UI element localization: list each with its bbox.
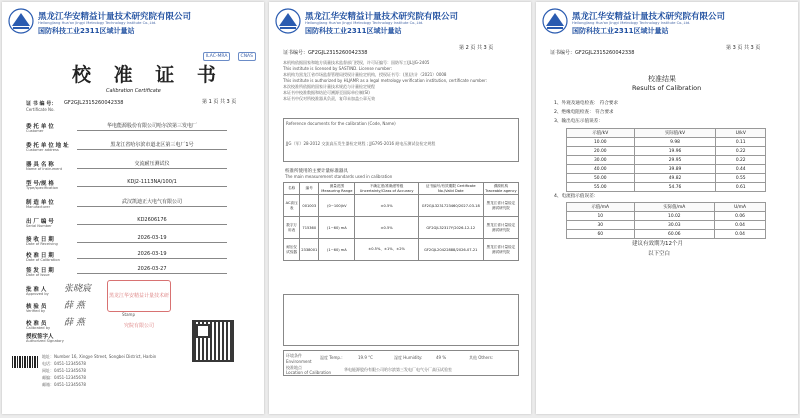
basis-header: Reference documents for the calibration (Code, Name) [286, 121, 396, 126]
institute-name: 黑龙江华安精益计量技术研究院有限公司 [572, 12, 726, 22]
official-stamp: 黑龙江华安精益计量技术研究院有限公司 [107, 280, 171, 312]
standards-table [283, 182, 519, 261]
accreditation-badges [201, 42, 256, 61]
institute-subtitle: 国防科技工业2311区域计量站 [572, 27, 669, 35]
field-value-calibration-date: 2026-03-19 [77, 251, 227, 259]
table-header: 实际值/mA [634, 203, 715, 212]
table-cell: 55.00 [567, 183, 635, 192]
table-cell: 30.03 [634, 221, 715, 230]
table-cell: 0.04 [715, 221, 766, 230]
table-row [567, 147, 766, 156]
statement-line: 本次校准所依据的国家计量技术规范与计量检定规程 [283, 84, 375, 89]
table-cell: 001003 [300, 195, 319, 217]
footer-line: 邮编：0451-12345678 [42, 375, 86, 380]
statement-line: 本机构依据国家和地方质量技术监督部门授权，许可证编号：国防军工(JL)JG-2405 [283, 60, 430, 65]
table-cell: 30 [567, 221, 635, 230]
table-cell: GF2GJL32317Y/2026-12-12 [418, 217, 483, 239]
field-label-en: Date of Receiving [26, 242, 58, 246]
table-cell: 黑龙江省计量检定测试研究院 [483, 239, 518, 261]
table-cell: 0.44 [716, 165, 766, 174]
institute-header [542, 8, 792, 38]
table-cell: 40.00 [567, 165, 635, 174]
cert-no-value: GF2GJL2315260042338 [64, 100, 124, 106]
footer-line: 地址：Number 16, Xingye Street, Songbei District, Harbin [42, 354, 157, 359]
field-label: 器 具 名 称 [26, 162, 54, 168]
table-cell: 60 [567, 230, 635, 239]
table-header-row [567, 203, 766, 212]
field-label: 型 号/规 格 [26, 181, 54, 187]
page-number: 第 2 页 共 3 页 [459, 45, 494, 51]
table-cell: 10 [567, 212, 635, 221]
table-cell: 0.22 [716, 147, 766, 156]
page-number: 第 3 页 共 3 页 [726, 45, 761, 51]
footer-line: 网址：0451-12345678 [42, 368, 86, 373]
table-cell: 10.02 [634, 212, 715, 221]
standards-title-en: The main measurement standards used in calibration [285, 174, 393, 179]
table-row [284, 217, 519, 239]
table-cell: 数字万用表 [284, 217, 300, 239]
field-label: 接 收 日 期 [26, 237, 54, 243]
table-header: 示值/mA [567, 203, 635, 212]
authorized-signatory-label-en: Authorized Signatory [26, 339, 64, 343]
field-label-en: Name of instrument [26, 167, 63, 171]
table-row [567, 156, 766, 165]
qr-code-icon [192, 320, 234, 362]
humidity-label: 湿度 Humidity: [394, 355, 423, 360]
statement-line: 本机构为黑龙江省市场监督管理局授权计量检定机构，授权证书号：(黑)法计（2021）0008 [283, 72, 447, 77]
certificate-page-1 [2, 2, 264, 414]
calibrator-label-en: Calibrated by [26, 326, 51, 330]
temperature-value: 19.9 °C [358, 355, 373, 360]
field-label-en: Date of Issue [26, 273, 50, 277]
results-title: 校准结果 [648, 75, 676, 83]
field-label: 签 发 日 期 [26, 268, 54, 274]
stamp-label: Stamp [122, 312, 135, 317]
table-cell: 20.00 [567, 147, 635, 156]
result-item: 4、电流指示值误差： [554, 194, 599, 199]
location-label-en: Location of Calibration [286, 370, 332, 375]
table-cell: 2338001 [300, 239, 319, 261]
field-value-instrument: 交流耐压测试仪 [77, 160, 227, 169]
result-item: 1、外观及通电检查： 符合要求 [554, 101, 619, 106]
table-cell: ±0.5% [355, 217, 418, 239]
statement-line: This institute is authorized by HLJAMR as a legal metrology verification institution, certificate number: [283, 78, 488, 83]
field-label-en: Serial Number [26, 224, 52, 228]
institute-logo-icon [275, 8, 301, 34]
footer-line: 邮箱：0451-12345678 [42, 382, 86, 387]
cert-no-label: 证 书 编 号： [26, 101, 57, 107]
table-cell: (0~100)kV [319, 195, 355, 217]
institute-name: 黑龙江华安精益计量技术研究院有限公司 [38, 12, 192, 22]
table-header: 测量范围 Measuring Range [319, 183, 355, 195]
table-cell: ±0.5% [355, 195, 418, 217]
environment-box [283, 350, 519, 376]
current-table [566, 202, 766, 239]
field-label-en: Customer [26, 129, 44, 133]
table-cell: 0.55 [716, 174, 766, 183]
blank-below-note: 以下空白 [648, 251, 671, 257]
field-value-type: KDJ2-1113NA/100/1 [77, 179, 227, 187]
table-cell: 10.00 [567, 138, 635, 147]
table-row [567, 138, 766, 147]
others-label: 其他 Others: [469, 355, 494, 360]
institute-header [275, 8, 525, 38]
institute-name: 黑龙江华安精益计量技术研究院有限公司 [305, 12, 459, 22]
ilac-badge: ILAC-MRA [203, 52, 231, 61]
institute-subtitle: 国防科技工业2311区域计量站 [38, 27, 135, 35]
institute-name-en: Heilongjiang Hua'an Jingyi Metrology Technology Institute Co.,Ltd. [305, 21, 424, 25]
approver-label-en: Approved by [26, 292, 49, 296]
table-header: U/mA [715, 203, 766, 212]
table-cell: GF2GJL3231723460/2027-03-18 [418, 195, 483, 217]
table-cell: 19.96 [634, 147, 716, 156]
table-cell: 0.06 [715, 212, 766, 221]
humidity-value: 49 % [436, 355, 447, 360]
certificate-page-3 [536, 2, 798, 414]
certificate-title-en: Calibration Certificate [106, 88, 161, 94]
table-cell: ±0.5%、±1%、±2% [355, 239, 418, 261]
verifier-signature: 薛 燕 [64, 301, 85, 311]
table-row [567, 174, 766, 183]
table-row [567, 165, 766, 174]
result-item: 2、绝缘电阻检查： 符合要求 [554, 110, 614, 115]
table-cell: (1~60) mA [319, 217, 355, 239]
validity-advice: 建议有效期为12个月 [632, 241, 683, 247]
cert-no-label-en: Certificate No. [26, 107, 55, 112]
table-header: 示值/kV [567, 129, 635, 138]
table-cell: 715360 [300, 217, 319, 239]
table-cell: 29.95 [634, 156, 716, 165]
institute-logo-icon [8, 8, 34, 34]
temperature-label: 温度 Temp.: [320, 355, 343, 360]
table-cell: 49.82 [634, 174, 716, 183]
authorized-signatory-label: 授权签字人 [26, 334, 54, 340]
field-label: 校 准 日 期 [26, 253, 54, 259]
page-number: 第 1 页 共 3 页 [202, 99, 237, 105]
field-label: 委 托 单 位 [26, 124, 54, 130]
location-label: 校准地点 [286, 365, 302, 370]
table-cell: 耐压仪试验器 [284, 239, 300, 261]
field-label-en: Type/specification [26, 186, 59, 190]
institute-name-en: Heilongjiang Hua'an Jingyi Metrology Technology Institute Co.,Ltd. [38, 21, 157, 25]
certificate-page-2 [269, 2, 531, 414]
table-cell: 39.89 [634, 165, 716, 174]
standards-blank-area [283, 294, 519, 346]
table-cell: 60.06 [634, 230, 715, 239]
table-header-row [284, 183, 519, 195]
basis-text: JJG（军）28-2012 交流高压发生器检定规程 ; JJG795-2016 耐电压测试仪检定规程 [286, 141, 436, 146]
table-cell: 0.22 [716, 156, 766, 165]
voltage-table [566, 128, 766, 192]
institute-name-en: Heilongjiang Hua'an Jingyi Metrology Technology Institute Co.,Ltd. [572, 21, 691, 25]
table-cell: 30.00 [567, 156, 635, 165]
table-cell: 0.61 [716, 183, 766, 192]
basis-box [283, 118, 519, 162]
verifier-label-en: Verified by [26, 309, 46, 313]
certificate-title: 校 准 证 书 [72, 64, 224, 86]
statement-line: 本证书中校准数据和结论可溯源至国际单位制(SI) [283, 90, 370, 95]
statement-line: 本证书中仅对所校准器具负责，复印未加盖公章无效 [283, 96, 375, 101]
calibrator-label: 校 准 员 [26, 321, 47, 327]
environment-label: 环境条件 [286, 353, 302, 358]
table-cell: GF2GJL20422888/2026-07-21 [418, 239, 483, 261]
standards-title: 校准所使用的主要计量标准器具 [285, 169, 348, 174]
table-header: 实际值/kV [634, 129, 716, 138]
cnas-badge: CNAS [238, 52, 256, 61]
field-value-issue-date: 2026-03-27 [77, 266, 227, 274]
field-label: 制 造 单 位 [26, 200, 54, 206]
field-label-en: Manufacturer [26, 205, 51, 209]
table-cell: 黑龙江省计量检定测试研究院 [483, 217, 518, 239]
table-row [567, 230, 766, 239]
field-value-serial: KD2606176 [77, 217, 227, 225]
table-header: 名称 [284, 183, 300, 195]
institute-subtitle: 国防科技工业2311区域计量站 [305, 27, 402, 35]
field-value-receiving-date: 2026-03-19 [77, 235, 227, 243]
field-value-address: 黑龙江省哈尔滨市道北区第三电厂1号 [77, 141, 227, 150]
table-cell: 0.11 [716, 138, 766, 147]
table-row [284, 195, 519, 217]
institute-header [8, 8, 258, 38]
table-cell: 0.04 [715, 230, 766, 239]
table-header: U/kV [716, 129, 766, 138]
table-row [284, 239, 519, 261]
footer-line: 电话：0451-12345678 [42, 361, 86, 366]
cert-no-line: 证书编号：GF2GJL2315260042338 [283, 50, 368, 56]
field-label: 出 厂 编 号 [26, 219, 54, 225]
table-cell: (1~60) mA [319, 239, 355, 261]
cert-no-line: 证书编号：GF2GJL2315260042338 [550, 50, 635, 56]
barcode-icon [12, 356, 38, 368]
table-row [567, 183, 766, 192]
approver-signature: 张晓宸 [64, 284, 92, 294]
environment-label-en: Environment [286, 359, 312, 364]
results-title-en: Results of Calibration [632, 84, 702, 92]
field-label-en: Date of Calibration [26, 258, 60, 262]
verifier-label: 核 验 员 [26, 304, 47, 310]
table-cell: 黑龙江省计量检定测试研究院 [483, 195, 518, 217]
calibrator-signature: 薛 燕 [64, 318, 85, 328]
table-header: 不确定度/准确度等级 Uncertainty/Class of Accuracy [355, 183, 418, 195]
table-cell: 50.00 [567, 174, 635, 183]
table-header-row [567, 129, 766, 138]
field-label-en: Customer address [26, 148, 59, 152]
field-value-customer: 华电能源股份有限公司哈尔滨第三发电厂 [77, 122, 227, 131]
table-header: 证书编号/有效期限 Certificate No./Valid Date [418, 183, 483, 195]
table-header: 编号 [300, 183, 319, 195]
table-row [567, 221, 766, 230]
location-value: 华电能源股份有限公司哈尔滨第三发电厂电气分厂高压试验室 [344, 367, 452, 372]
field-label: 委 托 单 位 地 址 [26, 143, 69, 149]
table-cell: 9.98 [634, 138, 716, 147]
approver-label: 批 准 人 [26, 287, 47, 293]
table-cell: 54.76 [634, 183, 716, 192]
statement-line: This institute is licensed by SASTIND. License number: [283, 66, 393, 71]
field-value-manufacturer: 武汉凯迪正大电气有限公司 [77, 198, 227, 207]
institute-logo-icon [542, 8, 568, 34]
result-item: 3、输出电压示值误差： [554, 119, 603, 124]
table-row [567, 212, 766, 221]
table-header: 溯源机构 Traceable agency [485, 184, 517, 193]
table-cell: AC高压表 [284, 195, 300, 217]
